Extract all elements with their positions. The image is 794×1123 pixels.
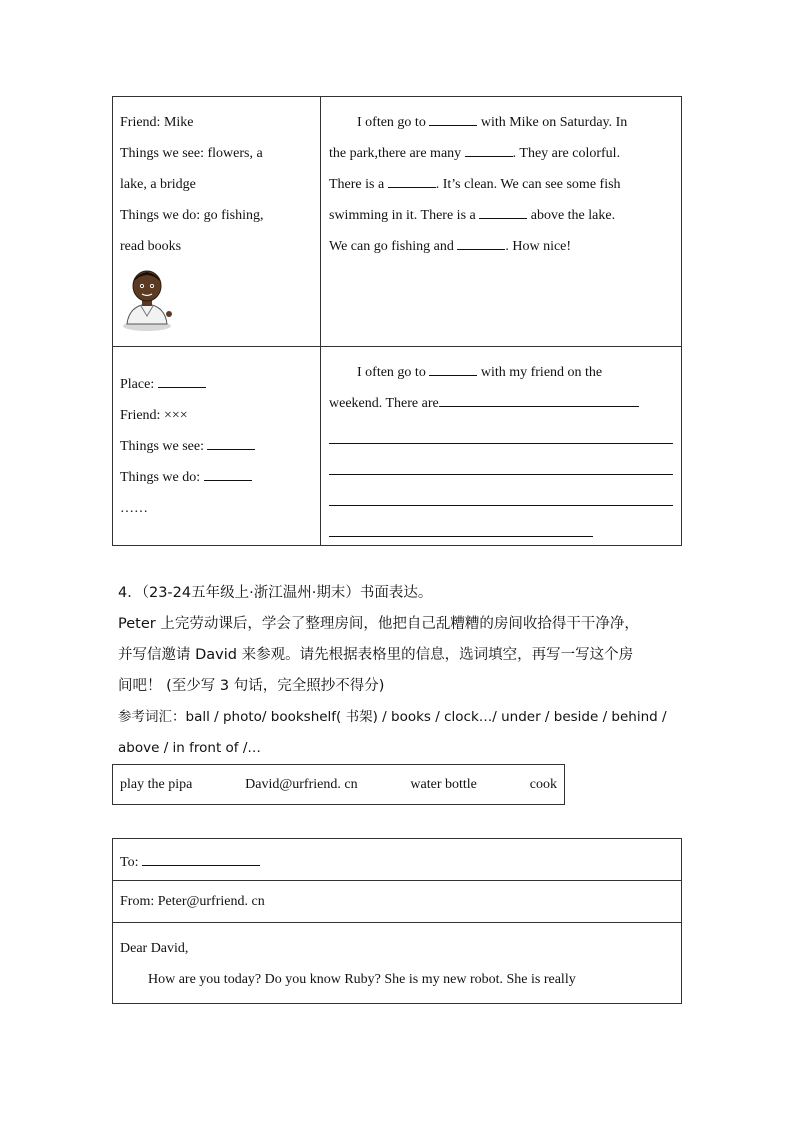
mike-do-2: read books [120,239,182,254]
passage-text-9: We can go fishing and [329,239,454,254]
mike-see-1: Things we see: flowers, a [120,146,263,161]
word-option-1[interactable]: play the pipa [120,776,193,792]
passage-text-8: above the lake. [530,208,616,223]
writing-line-4[interactable] [329,506,593,537]
passage-text-5: There is a [329,177,385,192]
letter-body: How are you today? Do you know Ruby? She is my new robot. She is really [148,972,576,987]
passage-text-7: swimming in it. There is a [329,208,476,223]
question-4-vocab: 参考词汇：ball / photo/ bookshelf( 书架) / books / clock…/ under / beside / behind / [118,709,667,725]
question-4 [118,578,686,764]
blank-writing-start[interactable] [439,390,639,407]
blank-bridge[interactable] [479,202,527,219]
passage-text-6: . It’s clean. We can see some fish [435,177,621,192]
word-option-3[interactable]: water bottle [410,776,477,792]
blank-lake[interactable] [388,171,436,188]
my-passage-cell [321,347,682,546]
writing-line-2[interactable] [329,444,673,475]
letter-table [112,838,682,1004]
blank-my-passage-place[interactable] [429,359,477,376]
blank-activity[interactable] [457,233,505,250]
blank-place[interactable] [429,109,477,126]
letter-to-row [113,839,682,881]
passage-text-1: I often go to [357,115,426,130]
mike-passage-cell [321,97,682,347]
letter-to-label: To: [120,854,139,870]
passage-text-3: the park,there are many [329,146,462,161]
word-option-4[interactable]: cook [529,776,557,792]
writing-table [112,96,682,546]
my-info-cell [113,347,321,546]
question-4-vocab-2: above / in front of /… [118,740,261,756]
my-friend: Friend: ××× [120,408,188,423]
passage-text-2: with Mike on Saturday. In [480,115,628,130]
boy-illustration [119,266,175,332]
passage-text-10: . How nice! [505,239,572,254]
letter-body-row [113,923,682,1004]
mike-do-1: Things we do: go fishing, [120,208,264,223]
my-passage-text-1: I often go to [357,365,426,380]
blank-my-see[interactable] [207,433,255,450]
question-4-line-3: 间吧！ (至少写 3 句话，完全照抄不得分) [118,678,385,694]
blank-things[interactable] [465,140,513,157]
question-4-line-2: 并写信邀请 David 来参观。请先根据表格里的信息，选词填空，再写一写这个房 [118,647,634,663]
blank-my-do[interactable] [204,464,252,481]
my-etc: …… [120,501,148,516]
mike-info-cell [113,97,321,347]
question-4-line-1: Peter 上完劳动课后，学会了整理房间，他把自己乱糟糟的房间收拾得干干净净， [118,616,639,632]
word-box [112,764,565,805]
passage-text-4: . They are colorful. [512,146,621,161]
blank-my-place[interactable] [158,371,206,388]
writing-line-3[interactable] [329,475,673,506]
my-do: Things we do: [120,462,313,493]
word-option-2[interactable]: David@urfriend. cn [245,776,358,792]
to-blank[interactable] [142,849,260,866]
letter-from-row: From: Peter@urfriend. cn [113,881,682,923]
mike-friend: Friend: Mike [120,115,194,130]
letter-greeting: Dear David, [120,941,189,956]
my-passage-text-3: weekend. There are [329,396,439,411]
my-passage-text-2: with my friend on the [480,365,603,380]
question-4-title: 4．（23-24五年级上·浙江温州·期末）书面表达。 [118,585,433,601]
my-place: Place: [120,369,313,400]
writing-line-1[interactable] [329,419,673,444]
my-see: Things we see: [120,431,313,462]
mike-see-2: lake, a bridge [120,177,196,192]
